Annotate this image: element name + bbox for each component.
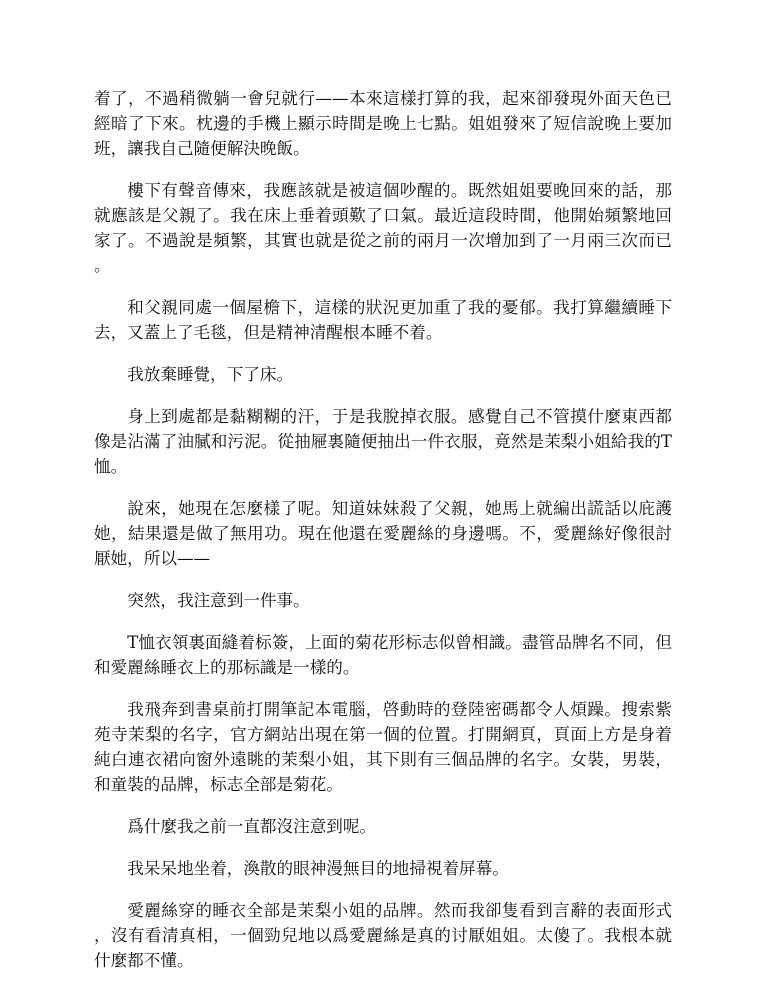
- paragraph-6: 說來，她現在怎麼樣了呢。知道妹妹殺了父親，她馬上就編出謊話以庇護她，結果還是做了無用功。現在他還在愛麗絲的身邊嗎。不，愛麗絲好像很討厭她，所以——: [94, 499, 672, 568]
- paragraph-12: 愛麗絲穿的睡衣全部是茉梨小姐的品牌。然而我卻隻看到言辭的表面形式，沒有看清真相，一個勁兒地以爲愛麗絲是真的讨厭姐姐。太傻了。我根本就什麼都不懂。: [94, 901, 672, 970]
- paragraph-10: 爲什麼我之前一直都沒注意到呢。: [127, 817, 377, 836]
- paragraph-5: 身上到處都是黏糊糊的汗，于是我脫掉衣服。感覺自己不管摸什麼東西都像是沾滿了油膩和污泥。從抽屜裏隨便抽出一件衣服，竟然是茉梨小姐給我的T恤。: [94, 407, 672, 476]
- paragraph-3: 和父親同處一個屋檐下，這樣的狀況更加重了我的憂郁。我打算繼續睡下去，又蓋上了毛毯，但是精神清醒根本睡不着。: [94, 298, 672, 342]
- paragraph-8: T恤衣領裏面縫着标簽，上面的菊花形标志似曾相識。盡管品牌名不同，但和愛麗絲睡衣上的那标識是一樣的。: [94, 633, 672, 677]
- paragraph-2: 樓下有聲音傳來，我應該就是被這個吵醒的。既然姐姐要晚回來的話，那就應該是父親了。我在床上垂着頭歎了口氣。最近這段時間，他開始頻繁地回家了。不過說是頻繁，其實也就是從之前的兩月一次增加到了一月兩三次而已。: [94, 181, 672, 275]
- paragraph-7: 突然，我注意到一件事。: [127, 591, 310, 610]
- paragraph-9: 我飛奔到書桌前打開筆記本電腦，啓動時的登陸密碼都令人煩躁。搜索紫苑寺茉梨的名字，官方網站出現在第一個的位置。打開網頁，頁面上方是身着純白連衣裙向窗外遠眺的茉梨小姐，其下則有三個品牌的名字。女裝，男裝，和童裝的品牌，标志全部是菊花。: [94, 700, 672, 794]
- document-page: [94, 86, 672, 990]
- paragraph-11: 我呆呆地坐着，渙散的眼神漫無目的地掃視着屏幕。: [127, 859, 509, 878]
- paragraph-1: 着了，不過稍微躺一會兒就行——本來這樣打算的我，起來卻發現外面天色已經暗了下來。枕邊的手機上顯示時間是晚上七點。姐姐發來了短信說晚上要加班，讓我自己隨便解決晚飯。: [94, 89, 672, 158]
- paragraph-4: 我放棄睡覺，下了床。: [127, 365, 294, 384]
